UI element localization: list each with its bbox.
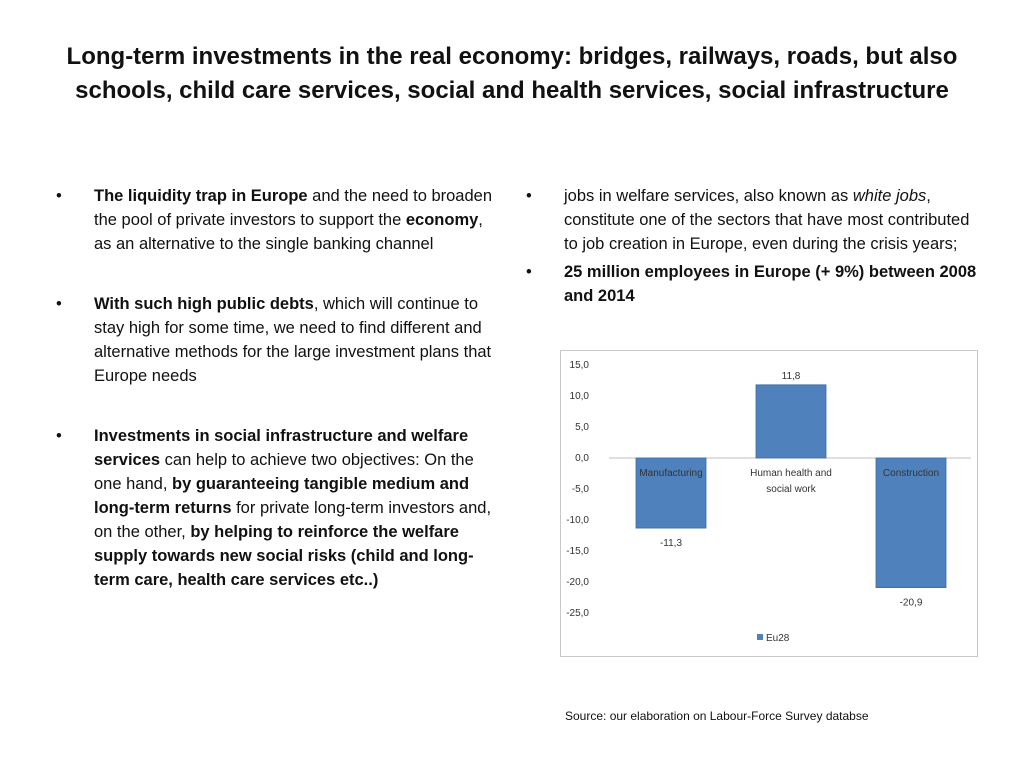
y-tick-label: -5,0	[571, 484, 589, 495]
bullet-dot-icon: •	[526, 187, 532, 205]
left-bullet-item	[50, 184, 500, 256]
italic-text-run: white jobs	[852, 187, 927, 205]
y-tick-label: 10,0	[569, 391, 589, 402]
data-label: -20,9	[899, 597, 923, 609]
bold-text-run: by helping to reinforce the welfare supply towards new social risks (child and long-term care, health care services etc..)	[94, 523, 474, 589]
text-run: jobs in welfare services, also known as	[564, 187, 853, 205]
y-tick-label: -10,0	[566, 515, 589, 526]
data-label: 11,8	[781, 370, 801, 382]
right-column	[520, 184, 980, 312]
y-tick-label: 0,0	[575, 453, 589, 464]
y-tick-label: -20,0	[566, 577, 589, 588]
legend-label: Eu28	[766, 633, 790, 644]
right-bullet-list	[520, 184, 980, 308]
text-run: , which will continue to stay high for some time, we need to find different and alternative methods for the large investment plans that Europe needs	[94, 295, 492, 385]
left-bullet-list	[50, 184, 500, 592]
y-tick-label: 15,0	[569, 360, 589, 371]
employment-change-chart	[560, 350, 978, 657]
category-label: Manufacturing	[639, 468, 703, 479]
left-bullet-item	[50, 292, 500, 388]
bold-text-run: 25 million employees in Europe (+ 9%) between 2008 and 2014	[564, 263, 977, 305]
text-run: for private long-term investors and, on the other,	[94, 499, 492, 541]
bar-chart-svg	[561, 351, 977, 656]
bold-text-run: The liquidity trap in Europe	[94, 187, 308, 205]
y-tick-label: 5,0	[575, 422, 589, 433]
bold-text-run: economy	[405, 211, 479, 229]
category-label: Construction	[882, 468, 940, 479]
source-note: Source: our elaboration on Labour-Force Survey databse	[565, 709, 869, 723]
legend-swatch	[757, 634, 763, 640]
category-label: Human health and social work	[750, 468, 832, 495]
bold-text-run: by guaranteeing tangible medium and long-term returns	[94, 475, 470, 517]
text-run: , constitute one of the sectors that have most contributed to job creation in Europe, even during the crisis years;	[564, 187, 970, 253]
text-run: , as an alternative to the single banking channel	[94, 211, 483, 253]
text-run: can help to achieve two objectives: On the one hand,	[94, 451, 474, 493]
bar	[756, 385, 826, 458]
bold-text-run: Investments in social infrastructure and welfare services	[94, 427, 469, 469]
bullet-dot-icon: •	[526, 263, 532, 281]
bullet-dot-icon: •	[56, 295, 62, 313]
bullet-dot-icon: •	[56, 427, 62, 445]
right-bullet-item	[520, 260, 980, 308]
text-run: and the need to broaden the pool of private investors to support the	[94, 187, 493, 229]
left-bullet-item	[50, 424, 500, 592]
data-label: -11,3	[659, 538, 683, 550]
right-bullet-item	[520, 184, 980, 256]
bullet-dot-icon: •	[56, 187, 62, 205]
bold-text-run: With such high public debts	[94, 295, 314, 313]
left-column	[50, 184, 500, 628]
y-tick-label: -25,0	[566, 608, 589, 619]
y-tick-label: -15,0	[566, 546, 589, 557]
page-title: Long-term investments in the real economy: bridges, railways, roads, but also schools, child care services, social and health services, social infrastructure	[66, 43, 958, 104]
